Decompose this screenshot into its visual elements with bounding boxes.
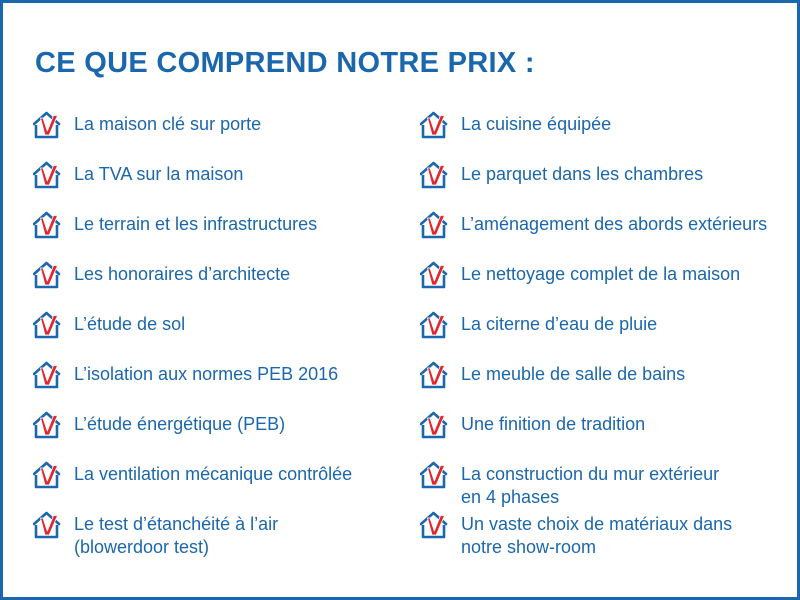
list-item-label: L’aménagement des abords extérieurs (461, 214, 768, 234)
list-item-label: L’étude énergétique (PEB) (74, 414, 286, 434)
house-check-icon (420, 261, 450, 289)
list-item-label: Les honoraires d’architecte (74, 264, 291, 284)
list-item-label: Le terrain et les infrastructures (74, 214, 318, 234)
list-item-label: La TVA sur la maison (74, 164, 244, 184)
house-check-icon (420, 311, 450, 339)
house-check-icon (420, 411, 450, 439)
house-check-icon (33, 111, 63, 139)
list-item-label: La maison clé sur porte (74, 114, 262, 134)
house-check-icon (420, 111, 450, 139)
house-check-icon (33, 361, 63, 389)
list-item-label: Un vaste choix de matériaux dans notre show-room (461, 514, 733, 557)
house-check-icon (33, 461, 63, 489)
house-check-icon (420, 211, 450, 239)
house-check-icon (420, 161, 450, 189)
list-item-label: Le test d’étanchéité à l’air (blowerdoor test) (74, 514, 279, 557)
house-check-icon (33, 411, 63, 439)
house-check-icon (33, 211, 63, 239)
house-check-icon (33, 311, 63, 339)
list-item-label: L’étude de sol (74, 314, 186, 334)
house-check-icon (420, 361, 450, 389)
house-check-icon (33, 261, 63, 289)
house-check-icon (33, 161, 63, 189)
list-item-label: La cuisine équipée (461, 114, 612, 134)
list-item-label: Le parquet dans les chambres (461, 164, 704, 184)
list-item-label: La citerne d’eau de pluie (461, 314, 658, 334)
list-item-label: La construction du mur extérieur en 4 phases (461, 464, 720, 507)
list-item-label: L’isolation aux normes PEB 2016 (74, 364, 339, 384)
list-item-label: Le nettoyage complet de la maison (461, 264, 741, 284)
house-check-icon (420, 461, 450, 489)
list-item-label: Une finition de tradition (461, 414, 646, 434)
house-check-icon (33, 511, 63, 539)
house-check-icon (420, 511, 450, 539)
page-title: CE QUE COMPREND NOTRE PRIX : (35, 47, 535, 79)
list-item-label: La ventilation mécanique contrôlée (74, 464, 353, 484)
list-item-label: Le meuble de salle de bains (461, 364, 686, 384)
